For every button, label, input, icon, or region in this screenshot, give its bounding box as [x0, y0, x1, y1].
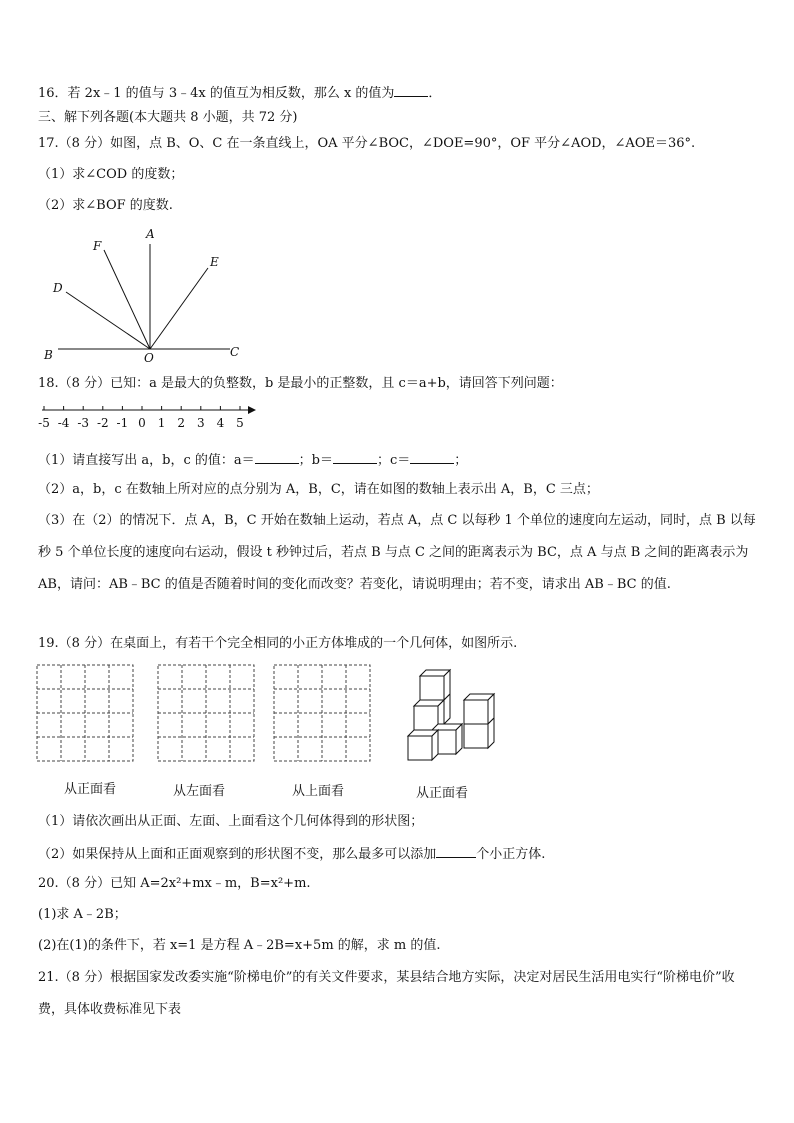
label-f: F: [93, 239, 102, 253]
q18-part1-c-text: ；c＝: [376, 453, 411, 468]
q16-end: ．: [428, 86, 442, 101]
q18-b-blank[interactable]: [333, 451, 377, 464]
q18-a-blank[interactable]: [255, 451, 299, 464]
number-line-arrow: [248, 406, 256, 414]
q20-part2: (2)在(1)的条件下，若 x=1 是方程 A﹣2B=x+5m 的解，求 m 的值.: [38, 938, 441, 953]
caption-left-view: 从左面看: [173, 784, 226, 799]
label-d: D: [53, 281, 63, 295]
q18-part2: （2）a，b，c 在数轴上所对应的点分别为 A，B，C，请在如图的数轴上表示出 A，B，C 三点；: [38, 482, 599, 497]
number-line-label: 3: [196, 416, 205, 430]
number-line-label: 1: [157, 416, 166, 430]
number-line-label: -2: [96, 416, 109, 430]
ray-od: [66, 292, 150, 349]
q17-part1: （1）求∠COD 的度数；: [38, 167, 184, 182]
number-line-label: -5: [38, 416, 50, 430]
q19-part2-text: （2）如果保持从上面和正面观察到的形状图不变，那么最多可以添加: [38, 847, 437, 862]
caption-top-view: 从上面看: [292, 784, 345, 799]
q16-answer-blank[interactable]: [394, 84, 428, 97]
number-line: [30, 402, 270, 432]
number-line-label: -3: [77, 416, 90, 430]
label-o: O: [144, 351, 154, 365]
label-c: C: [230, 345, 240, 359]
cube: [464, 694, 494, 724]
grid-top-view: [273, 664, 373, 764]
number-line-label: -4: [57, 416, 70, 430]
number-line-label: 4: [216, 416, 225, 430]
q18-part1: [38, 451, 467, 469]
q20-stem: 20.（8 分）已知 A=2x²+mx﹣m，B=x²+m.: [38, 876, 311, 891]
cube: [420, 670, 450, 700]
ray-of: [104, 250, 150, 349]
number-line-labels: [38, 416, 244, 430]
cube-stack-diagram: [402, 664, 502, 764]
label-e: E: [210, 255, 219, 269]
q16-text: 16．若 2x﹣1 的值与 3﹣4x 的值互为相反数，那么 x 的值为: [38, 86, 395, 101]
q18-part3: （3）在（2）的情况下．点 A，B，C 开始在数轴上运动，若点 A，点 C 以每秒 1 个单位的速度向左运动，同时，点 B 以每秒 5 个单位长度的速度向右运动，假设 t 秒钟过后，若点 B 与点 C 之间的距离表示为 BC，点 A 与点 B 之间的距离表示为 AB，请问：AB﹣BC 的值是否随着时间的变化而改变？若变化，请说明理由；若不变，请求出 AB﹣BC 的值.: [38, 513, 756, 592]
number-line-label: 0: [138, 416, 146, 430]
angle-diagram: [38, 222, 268, 368]
ray-oe: [150, 268, 208, 349]
q19-part2-end: 个小正方体.: [476, 847, 546, 862]
q18-c-blank[interactable]: [410, 451, 454, 464]
number-line-label: 2: [177, 416, 186, 430]
q17-stem: 17.（8 分）如图，点 B、O、C 在一条直线上，OA 平分∠BOC，∠DOE=90°，OF 平分∠AOD，∠AOE＝36°.: [38, 136, 696, 151]
number-line-label: -1: [116, 416, 129, 430]
q19-part1: （1）请依次画出从正面、左面、上面看这个几何体得到的形状图；: [38, 814, 424, 829]
section-3-heading: 三、解下列各题(本大题共 8 小题，共 72 分): [38, 110, 298, 125]
q18-part1-end: ；: [454, 453, 468, 468]
number-line-ticks: [44, 406, 240, 410]
cube: [408, 730, 438, 760]
q21-stem: 21.（8 分）根据国家发改委实施“阶梯电价”的有关文件要求，某县结合地方实际，决定对居民生活用电实行“阶梯电价”收费，具体收费标准见下表: [38, 970, 735, 1017]
grid-left-view: [157, 664, 257, 764]
q16-line: [38, 84, 441, 102]
label-b: B: [44, 348, 53, 362]
q18-part1-b-text: ；b＝: [298, 453, 333, 468]
q18-stem: 18.（8 分）已知：a 是最大的负整数，b 是最小的正整数，且 c＝a+b，请回答下列问题：: [38, 376, 563, 391]
q19-part2: [38, 845, 545, 863]
caption-front-view: 从正面看: [64, 782, 117, 797]
label-a: A: [146, 227, 155, 241]
q20-part1: (1)求 A﹣2B；: [38, 907, 127, 922]
number-line-label: 5: [236, 416, 244, 430]
q18-part1-a-text: （1）请直接写出 a，b，c 的值：a＝: [38, 453, 255, 468]
caption-solid-front: 从正面看: [416, 786, 469, 801]
q19-answer-blank[interactable]: [436, 845, 476, 858]
q19-stem: 19.（8 分）在桌面上，有若干个完全相同的小正方体堆成的一个几何体，如图所示.: [38, 636, 518, 651]
grid-front-view: [36, 664, 136, 764]
q17-part2: （2）求∠BOF 的度数.: [38, 198, 173, 213]
cube: [444, 694, 450, 724]
